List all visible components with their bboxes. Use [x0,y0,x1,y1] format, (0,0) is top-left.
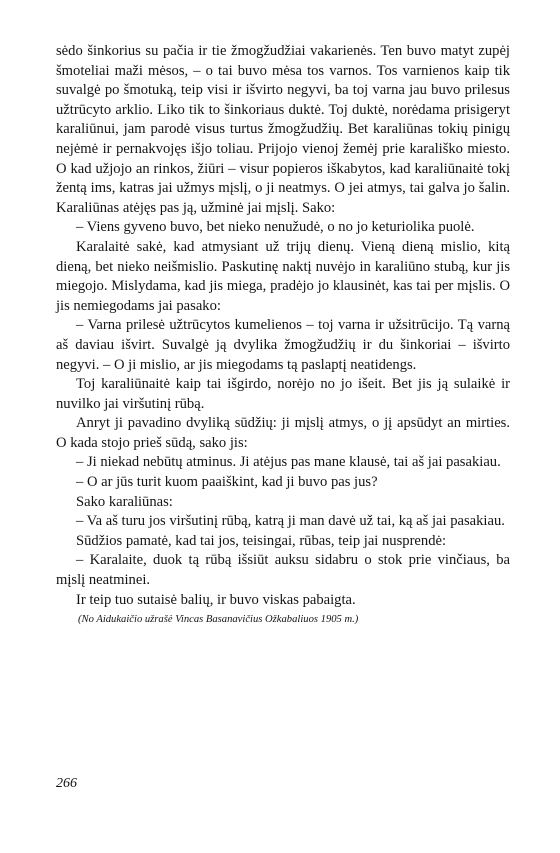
paragraph: Anryt ji pavadino dvyliką sūdžių: ji mįslį atmys, o jį apsūdyt an mirties. O kada stojo prieš sūdą, sako jis: [56,415,510,451]
paragraph: – Va aš turu jos viršutinį rūbą, katrą ji man davė už tai, ką aš jai pasakiau. [76,513,505,530]
paragraph: Karalaitė sakė, kad atmysiant už trijų dienų. Vieną dieną mislio, kitą dieną, bet nieko neišmislio. Paskutinę naktį nuvėjo in karaliūno stubą, kur jis miegojo. Mislydama, kad jis miega, pradėjo jo klausinėt, kas tai per mįslis. O jis nemiegodams jai pasako: [56,238,510,314]
paragraph: Ir teip tuo sutaisė balių, ir buvo viskas pabaigta. [76,591,356,608]
paragraph: – Varna prilesė užtrūcytos kumelienos – toj varna ir užsitrūcijo. Tą varną aš daviau išvirt. Suvalgė ją dvylika žmogžudžių ir du šinkoriai – išvirto negyvi. – O ji mislio, ar jis miegodams tą paslaptį neatidengs. [56,317,510,373]
paragraph: – Viens gyveno buvo, bet nieko nenužudė, o no jo keturiolika puolė. [76,219,475,236]
page-number: 266 [56,776,77,791]
paragraph: Sako karaliūnas: [76,493,173,510]
story-text [56,42,510,628]
paragraph: Toj karaliūnaitė kaip tai išgirdo, norėjo no jo išeit. Bet jis ją sulaikė ir nuvilko jai viršutinį rūbą. [56,376,510,412]
paragraph: – Karalaite, duok tą rūbą išsiūt auksu sidabru o stok prie vinčiaus, ba mįslį neatminei. [56,552,510,589]
paragraph: sėdo šinkorius su pačia ir tie žmogžudžiai vakarienės. Ten buvo matyt zupėj šmoteliai maži mėsos, – o tai buvo mėsa tos varnos. Tos varnienos kaip tik suvalgė po šmotuką, teip visi ir išvirto negyvi, ba toj varna jau buvo prilesus užtrūcyto arklio. Liko tik to šinkoriaus duktė. Toj duktė, norėdama prisigeryt karaliūnui, jam parodė visus turtus žmogžudžių. Bet karaliūnas tokių pinigų nejėmė ir pernakvojęs išjo toliau. Prijojo vienoj žemėj prie karališko miesto. O kad užjojo an rinkos, žiūri – visur popieros iškabytos, kad karaliūnaitė tokį žentą ims, katras jai užmys mįslį, o ji neatmys. O jei atmys, tai galva jo šalin. Karaliūnas atėjęs pas ją, užminė jai mįslį. Sako: [56,43,510,216]
source-note: (No Aidukaičio užrašė Vincas Basanavičius Ožkabaliuos 1905 m.) [78,614,359,626]
paragraph: Sūdžios pamatė, kad tai jos, teisingai, rūbas, teip jai nusprendė: [76,532,447,549]
paragraph: – Ji niekad nebūtų atminus. Ji atėjus pas mane klausė, tai aš jai pasakiau. [76,454,501,471]
paragraph: – O ar jūs turit kuom paaiškint, kad ji buvo pas jus? [76,474,378,491]
